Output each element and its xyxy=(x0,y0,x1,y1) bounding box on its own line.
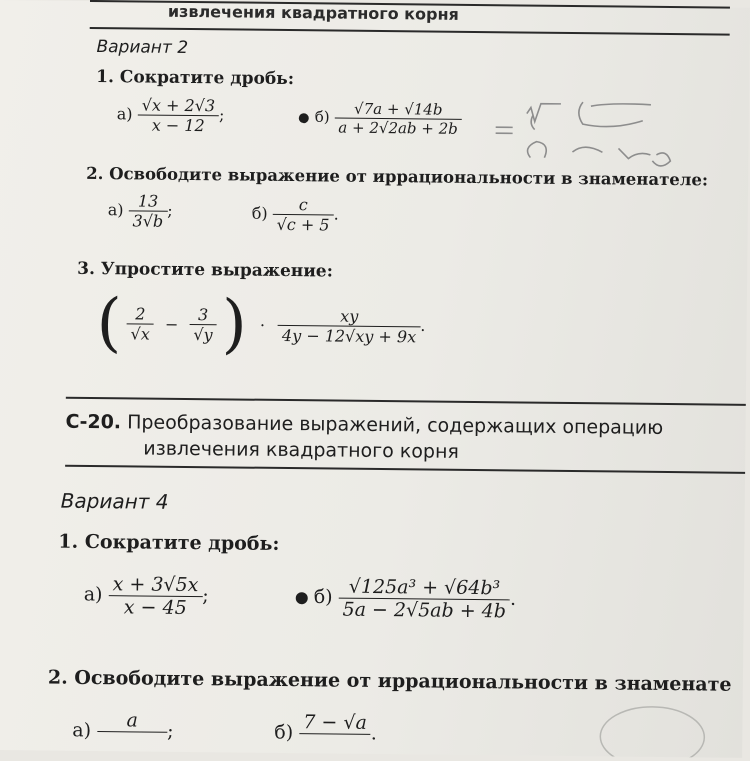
variant-2-title: Вариант 2 xyxy=(96,37,189,58)
section-title-line1: Преобразование выражений, содержащих операцию xyxy=(127,411,664,439)
v2-task2-a-denominator: 3√b xyxy=(128,210,167,230)
bullet-dot xyxy=(299,113,309,123)
v2-task3-fraction-1 xyxy=(126,304,154,343)
v4-task2-a-denominator xyxy=(97,731,167,755)
dot-sign: · xyxy=(259,315,266,335)
v2-task3-fraction-3 xyxy=(278,305,421,345)
v2-task3-f2-denominator: √y xyxy=(189,324,216,344)
section-code: С-20. xyxy=(65,410,122,434)
v2-task3-f1-numerator: 2 xyxy=(135,303,146,324)
v2-task1-b-denominator: a + 2√2ab + 2b xyxy=(334,118,462,138)
v2-task2-b-fraction xyxy=(273,195,334,235)
left-paren: ( xyxy=(96,286,122,361)
v4-task1-a: а) $\frac{x + 3√5x}{x - 45}$ ; xyxy=(83,573,209,619)
v2-task1-a-numerator: √x + 2√3 xyxy=(141,95,216,116)
top-header: извлечения квадратного корня xyxy=(167,1,459,24)
v4-task2-b-letter: б) xyxy=(274,721,294,744)
v4-task2-a-numerator: a xyxy=(126,709,139,732)
header-rule xyxy=(90,27,730,35)
v4-task1-b-fraction xyxy=(338,576,510,623)
v2-task1-b xyxy=(299,99,463,138)
v2-task3-expression: ( $\frac{2}{√x}$ − $\frac{3}{√y}$ ) · $\frac{xy}{4y - 12√xy + 9x}$ . xyxy=(96,286,426,362)
v2-task1-a-fraction xyxy=(137,95,219,135)
v4-task1-b: б) $\frac{\text{√125a³ + √64b³}}{5a - 2√5ab + 4b}$ . xyxy=(296,575,517,622)
v4-task2-b: б) 7 − √a . xyxy=(274,711,377,757)
v2-task3-fraction-2 xyxy=(189,305,217,344)
v2-task2-b-denominator: √c + 5 xyxy=(273,214,334,235)
v2-task3-f2-numerator: 3 xyxy=(198,304,209,324)
v4-task2-a-fraction xyxy=(97,709,167,755)
pencil-circle-mark xyxy=(592,696,733,757)
v2-task1-label: 1. Сократите дробь: xyxy=(96,67,295,90)
minus-sign: − xyxy=(164,314,179,334)
v4-task2-b-numerator: 7 − √a xyxy=(303,711,368,734)
section-title-line2: извлечения квадратного корня xyxy=(143,437,459,463)
section-rule-bottom xyxy=(65,465,745,474)
v2-task2-b-letter: б) xyxy=(251,203,268,223)
bullet-dot xyxy=(296,592,308,604)
v2-task1-a: а) $\frac{√x + 2√3}{x - 12}$ ; xyxy=(116,95,225,136)
right-paren: ) xyxy=(221,287,248,362)
pencil-scribble xyxy=(490,95,691,177)
v2-task3-f3-numerator: xy xyxy=(340,306,359,326)
v4-task1-a-letter: а) xyxy=(83,583,103,606)
v2-task1-a-denominator: x − 12 xyxy=(137,114,219,135)
v2-task3-f3-denominator: 4y − 12√xy + 9x xyxy=(278,324,420,345)
v4-task2-a-letter: а) xyxy=(72,719,92,742)
v4-task1-a-fraction xyxy=(108,573,202,619)
v4-task1-b-denominator: 5a − 2√5ab + 4b xyxy=(338,598,510,623)
v2-task2-a-fraction xyxy=(128,191,167,230)
v2-task1-b-letter: б) xyxy=(314,107,330,126)
v4-task2-label: 2. Освободите выражение от иррациональности в знаменате xyxy=(47,666,732,696)
v4-task1-a-numerator: x + 3√5x xyxy=(112,573,199,597)
v2-task2-a-numerator: 13 xyxy=(137,191,159,211)
v2-task2-label: 2. Освободите выражение от иррациональности в знаменателе: xyxy=(86,163,709,190)
v2-task2-a: а) $\frac{13}{3√b}$ ; xyxy=(107,191,173,231)
v2-task1-b-fraction xyxy=(334,100,462,138)
section-heading xyxy=(65,411,663,439)
section-rule-top xyxy=(66,397,746,406)
v4-task2-b-denominator xyxy=(299,733,371,757)
v2-task2-b-numerator: c xyxy=(298,195,308,215)
v4-task1-b-numerator: √125a³ + √64b³ xyxy=(348,575,501,600)
variant-4-title: Вариант 4 xyxy=(60,488,169,514)
v2-task1-b-numerator: √7a + √14b xyxy=(354,99,443,119)
v2-task2-b: б) $\frac{c}{√c + 5}$ . xyxy=(251,195,339,235)
v4-task2-b-fraction xyxy=(299,711,371,757)
v4-task1-label: 1. Сократите дробь: xyxy=(58,530,280,555)
v4-task1-b-letter: б) xyxy=(313,585,333,609)
v2-task3-label: 3. Упростите выражение: xyxy=(77,258,334,282)
v2-task1-a-letter: а) xyxy=(116,104,133,124)
v4-task1-a-denominator: x − 45 xyxy=(108,595,202,619)
v2-task3-f1-denominator: √x xyxy=(126,323,153,343)
v4-task2-a: а) a ; xyxy=(72,709,174,755)
v2-task2-a-letter: а) xyxy=(107,200,124,220)
